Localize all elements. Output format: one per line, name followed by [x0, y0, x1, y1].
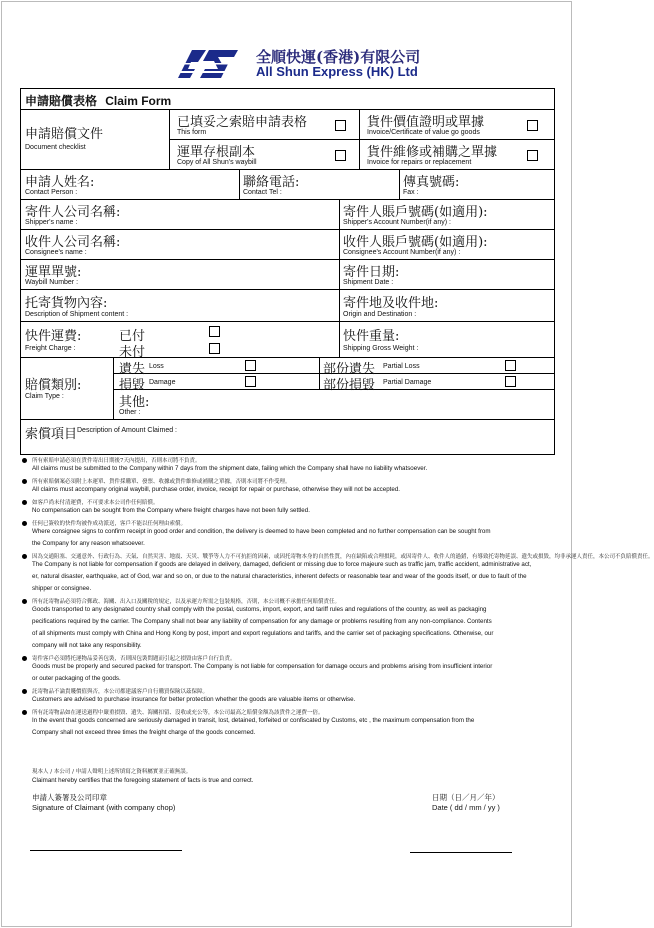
amount-claimed-label-en: Description of Amount Claimed :	[77, 427, 177, 434]
doc-invoice-checkbox[interactable]	[527, 120, 538, 131]
col-line	[339, 199, 340, 357]
note-text-en: Where consignee signs to confirm receipt in good order and condition, the delivery is deemed to have been completed and no further compensation can be sought from	[32, 528, 491, 535]
note-bullet	[22, 479, 27, 484]
doc-item-invoice-en: Invoice/Certificate of value go goods	[367, 129, 480, 136]
note-text-en: the Company for any reason whatsoever.	[32, 540, 145, 547]
note-text-en: of all shipments must comply with China and Hong Kong by post, import and export regulations and tariffs, and the carrier set of packaging specifications. Otherwise, our	[32, 630, 494, 637]
contents-label-en: Description of Shipment content :	[25, 311, 129, 318]
note-bullet	[22, 599, 27, 604]
origin-destination-label-en: Origin and Destination :	[343, 311, 417, 318]
gross-weight-label-zh: 快件重量:	[343, 329, 400, 344]
col-line	[319, 357, 320, 389]
freight-charge-label-en: Freight Charge :	[25, 345, 76, 352]
claim-form-table	[20, 88, 555, 455]
claim-loss-checkbox[interactable]	[245, 360, 256, 371]
signature-label-en: Signature of Claimant (with company chop)	[32, 803, 176, 812]
col-line	[113, 357, 114, 419]
claim-partial-damage-checkbox[interactable]	[505, 376, 516, 387]
claim-partial-loss-checkbox[interactable]	[505, 360, 516, 371]
note-text-zh: 任何已簽收的快件均被作成功派送，客戶不能以任何理由索償。	[32, 521, 187, 527]
declaration-zh: 現本人 / 本公司 / 申請人聲明上述所填寫之資料屬實並正確無誤。	[32, 769, 192, 775]
note-text-en: er, natural disaster, earthquake, act of God, war and so on, or due to the natural characteristics, inherent defects or reasonable tear and wear of the goods itself, or due to fault of the	[32, 573, 527, 580]
contact-person-label-en: Contact Person :	[25, 189, 78, 196]
freight-prepaid-checkbox[interactable]	[209, 326, 220, 337]
note-text-en: Goods transported to any designated country shall comply with the postal, customs, import, export, and tariff rules and regulations of the country, as well as packaging	[32, 606, 487, 613]
shipper-name-label-zh: 寄件人公司名稱:	[25, 205, 121, 220]
note-bullet	[22, 656, 27, 661]
row-line	[21, 259, 554, 260]
note-text-en: or outer packaging of the goods.	[32, 675, 121, 682]
date-label-en: Date ( dd / mm / yy )	[432, 803, 500, 812]
note-text-zh: 所有索賠申請必須在貨件寄出日期後7天內提出，否則本司將不負責。	[32, 458, 201, 464]
col-line	[239, 169, 240, 199]
doc-checklist-label-en: Document checklist	[25, 144, 86, 151]
note-text-zh: 所有託寄物品如在運送過程中嚴重損毀、遺失、海關扣留、沒收或充公等，本公司最高之賠償金額為該貨件之運費一倍。	[32, 710, 324, 716]
date-label-zh: 日期（日／月／年）	[432, 793, 500, 802]
doc-repair-checkbox[interactable]	[527, 150, 538, 161]
note-text-zh: 所有託寄物品必須符合郵政、海關、出入口及關稅的規定，以及承運方所需之包裝規格，否則，本公司概不承擔任何賠償責任。	[32, 599, 341, 605]
note-text-en: The Company is not liable for compensation if goods are delayed in delivery, damaged, deficient or missing due to force majeure such as traffic jam, traffic accident, administrative act,	[32, 561, 532, 568]
doc-checklist-label-zh: 申請賠償文件	[25, 127, 104, 142]
company-name-zh: 全順快運(香港)有限公司	[256, 48, 421, 66]
note-bullet	[22, 554, 27, 559]
freight-prepaid-label: 已付	[119, 329, 146, 344]
shipment-date-label-en: Shipment Date :	[343, 279, 394, 286]
amount-claimed-label-zh: 索償項目	[25, 427, 78, 442]
contact-tel-label-en: Contact Tel :	[243, 189, 282, 196]
col-line	[359, 109, 360, 169]
note-text-en: No compensation can be sought from the Company where freight charges have not been fully settled.	[32, 507, 310, 514]
note-text-en: All claims must accompany original waybill, purchase order, invoice, receipt for repair or purchase, otherwise they will not be accepted.	[32, 486, 400, 493]
doc-item-waybill-en: Copy of All Shun's waybill	[177, 159, 257, 166]
claim-other-label-en: Other :	[119, 409, 141, 416]
waybill-number-label-en: Waybill Number :	[25, 279, 79, 286]
row-line	[21, 199, 554, 200]
note-text-zh: 託寄物品不論貴賤價值與否，本公司都建議客戶自行購買保險以茲保障。	[32, 689, 209, 695]
company-name-en: All Shun Express (HK) Ltd	[256, 64, 418, 79]
contents-label-zh: 托寄貨物內容:	[25, 296, 108, 311]
claim-damage-checkbox[interactable]	[245, 376, 256, 387]
note-text-zh: 因為交通阻塞、交通意外、行政行為、天氣、自然災害、地震、天災、戰爭等人力不可抗拒的因素，或因托寄物本身的自然性質，內在缺陷或合理損耗，或因寄件人、收件人的過錯，有導致托寄物延誤、遺失或損毀，均非承運人責任，本公司不負賠償責任。	[32, 554, 654, 560]
note-bullet	[22, 689, 27, 694]
claim-damage-label-en: Damage	[149, 379, 176, 386]
claim-type-label-en: Claim Type :	[25, 393, 64, 400]
shipment-date-label-zh: 寄件日期:	[343, 265, 400, 280]
claim-partial-loss-label-en: Partial Loss	[383, 363, 420, 370]
note-text-zh: 如客戶尚未付清運費，不可要求本公司作任何賠償。	[32, 500, 159, 506]
contact-tel-label-zh: 聯絡電話:	[243, 175, 300, 190]
claim-other-label-zh: 其他:	[119, 395, 150, 410]
row-line	[21, 109, 554, 110]
doc-item-repair-zh: 貨件維修或補購之單據	[367, 145, 498, 160]
shipper-account-label-en: Shipper's Account Number(if any) :	[343, 219, 451, 226]
date-line[interactable]	[410, 852, 512, 853]
signature-label-zh: 申請人簽署及公司印章	[32, 793, 107, 802]
claim-loss-label-zh: 遺失	[119, 362, 146, 377]
note-text-en: In the event that goods concerned are seriously damaged in transit, lost, detained, forfeited or confiscated by Customs, etc , the maximum compensation from the	[32, 717, 475, 724]
row-line	[21, 357, 554, 358]
consignee-account-label-en: Consignee's Account Number(if any) :	[343, 249, 461, 256]
note-text-en: pecifications required by the carrier. The Company shall not bear any liability of compensation for any damage or problems resulting from any non-compliance. Contents	[32, 618, 492, 625]
company-logo	[178, 48, 248, 78]
doc-item-repair-en: Invoice for repairs or replacement	[367, 159, 472, 166]
doc-item-invoice-zh: 貨件價值證明或單據	[367, 115, 485, 130]
note-bullet	[22, 710, 27, 715]
form-title-en: Claim Form	[105, 94, 172, 108]
consignee-name-label-en: Consignee's name :	[25, 249, 87, 256]
form-title	[25, 92, 171, 109]
freight-collect-checkbox[interactable]	[209, 343, 220, 354]
row-line	[21, 169, 554, 170]
fax-label-en: Fax :	[403, 189, 419, 196]
form-title-zh: 申請賠償表格	[25, 94, 98, 108]
claim-partial-damage-label-zh: 部份損毀	[323, 378, 376, 393]
row-line	[21, 289, 554, 290]
shipper-account-label-zh: 寄件人賬戶號碼(如適用):	[343, 205, 488, 220]
row-line	[21, 419, 554, 420]
note-bullet	[22, 500, 27, 505]
row-line	[21, 229, 554, 230]
note-text-en: Company shall not exceed three times the freight charge of the goods concerned.	[32, 729, 256, 736]
claim-partial-loss-label-zh: 部份遺失	[323, 362, 376, 377]
row-line	[21, 321, 554, 322]
col-line	[399, 169, 400, 199]
consignee-name-label-zh: 收件人公司名稱:	[25, 235, 121, 250]
doc-item-this-form-en: This form	[177, 129, 207, 136]
signature-line[interactable]	[30, 850, 182, 851]
contact-person-label-zh: 申請人姓名:	[25, 175, 95, 190]
note-bullet	[22, 521, 27, 526]
claim-damage-label-zh: 損毀	[119, 378, 146, 393]
note-text-zh: 所有索賠個案必須附上本運單、貨件採購單、發票、收據或貨件維修或補購之單據，否則本司將不作受理。	[32, 479, 291, 485]
gross-weight-label-en: Shipping Gross Weight :	[343, 345, 419, 352]
doc-item-waybill-zh: 運單存根副本	[177, 145, 256, 160]
consignee-account-label-zh: 收件人賬戶號碼(如適用):	[343, 235, 488, 250]
col-line	[169, 109, 170, 169]
doc-this-form-checkbox[interactable]	[335, 120, 346, 131]
claim-type-label-zh: 賠償類別:	[25, 378, 82, 393]
note-text-zh: 寄件客戶必須將托運物品妥善包裝，否則因包裝問題而引起之損毀由客戶自行負責。	[32, 656, 236, 662]
doc-item-this-form-zh: 已填妥之索賠申請表格	[177, 115, 308, 130]
claim-partial-damage-label-en: Partial Damage	[383, 379, 432, 386]
note-text-en: shipper or consignee.	[32, 585, 92, 592]
row-line	[169, 139, 554, 140]
note-text-en: Customers are advised to purchase insurance for better protection whether the goods are valuable items or otherwise.	[32, 696, 356, 703]
fax-label-zh: 傳真號碼:	[403, 175, 460, 190]
freight-collect-label: 未付	[119, 345, 146, 360]
claim-loss-label-en: Loss	[149, 363, 164, 370]
note-text-en: company will not take any responsibility.	[32, 642, 142, 649]
note-text-en: Goods must be properly and secured packed for transport. The Company is not liable for compensation for damage occurs and problems arising from insufficient interior	[32, 663, 493, 670]
origin-destination-label-zh: 寄件地及收件地:	[343, 296, 439, 311]
declaration-en: Claimant hereby certifies that the foregoing statement of facts is true and correct.	[32, 777, 254, 784]
note-text-en: All claims must be submitted to the Company within 7 days from the shipment date, failing which the Company shall have no liability whatsoever.	[32, 465, 428, 472]
shipper-name-label-en: Shipper's name :	[25, 219, 78, 226]
waybill-number-label-zh: 運單單號:	[25, 265, 82, 280]
note-bullet	[22, 458, 27, 463]
freight-charge-label-zh: 快件運費:	[25, 329, 82, 344]
doc-waybill-checkbox[interactable]	[335, 150, 346, 161]
